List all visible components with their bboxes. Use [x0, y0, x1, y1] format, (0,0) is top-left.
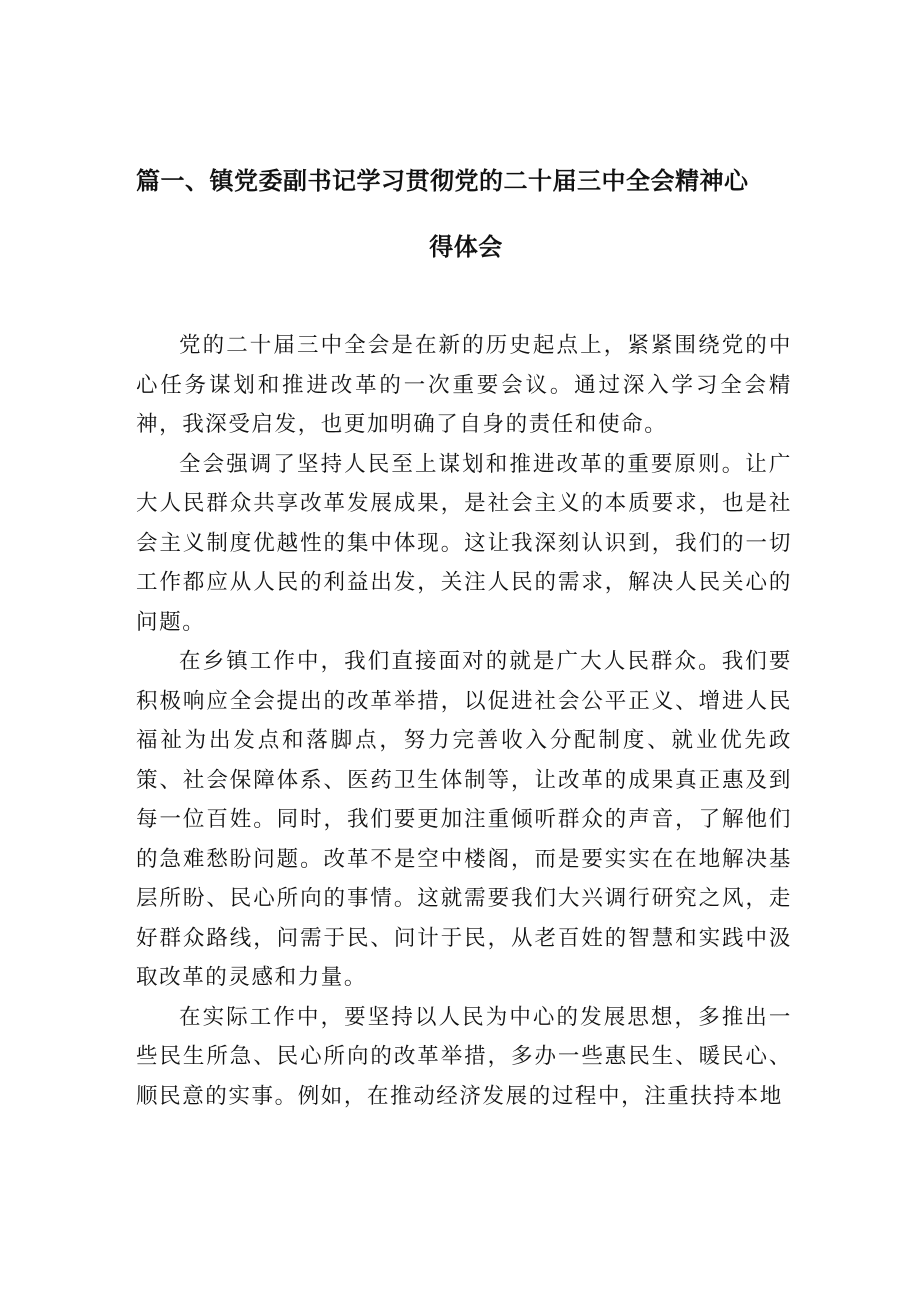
paragraph: 全会强调了坚持人民至上谋划和推进改革的重要原则。让广大人民群众共享改革发展成果，是社会主义的本质要求，也是社会主义制度优越性的集中体现。这让我深刻认识到，我们的一切工作都应从人民的利益出发，关注人民的需求，解决人民关心的问题。: [136, 451, 792, 635]
paragraph: 在乡镇工作中，我们直接面对的就是广大人民群众。我们要积极响应全会提出的改革举措，以促进社会公平正义、增进人民福祉为出发点和落脚点，努力完善收入分配制度、就业优先政策、社会保障体系、医药卫生体制等，让改革的成果真正惠及到每一位百姓。同时，我们要更加注重倾听群众的声音，了解他们的急难愁盼问题。改革不是空中楼阁，而是要实实在在地解决基层所盼、民心所向的事情。这就需要我们大兴调行研究之风，走好群众路线，问需于民、问计于民，从老百姓的智慧和实践中汲取改革的灵感和力量。: [136, 649, 792, 990]
document-title-line-2: 得体会: [429, 233, 503, 261]
paragraph: 在实际工作中，要坚持以人民为中心的发展思想，多推出一些民生所急、民心所向的改革举措，多办一些惠民生、暖民心、顺民意的实事。例如，在推动经济发展的过程中，注重扶持本地: [136, 1004, 792, 1109]
document-body: [136, 326, 792, 1116]
paragraph: 党的二十届三中全会是在新的历史起点上，紧紧围绕党的中心任务谋划和推进改革的一次重要会议。通过深入学习全会精神，我深受启发，也更加明确了自身的责任和使命。: [136, 333, 792, 437]
document-title-line-1: 篇一、镇党委副书记学习贯彻党的二十届三中全会精神心: [136, 167, 749, 195]
